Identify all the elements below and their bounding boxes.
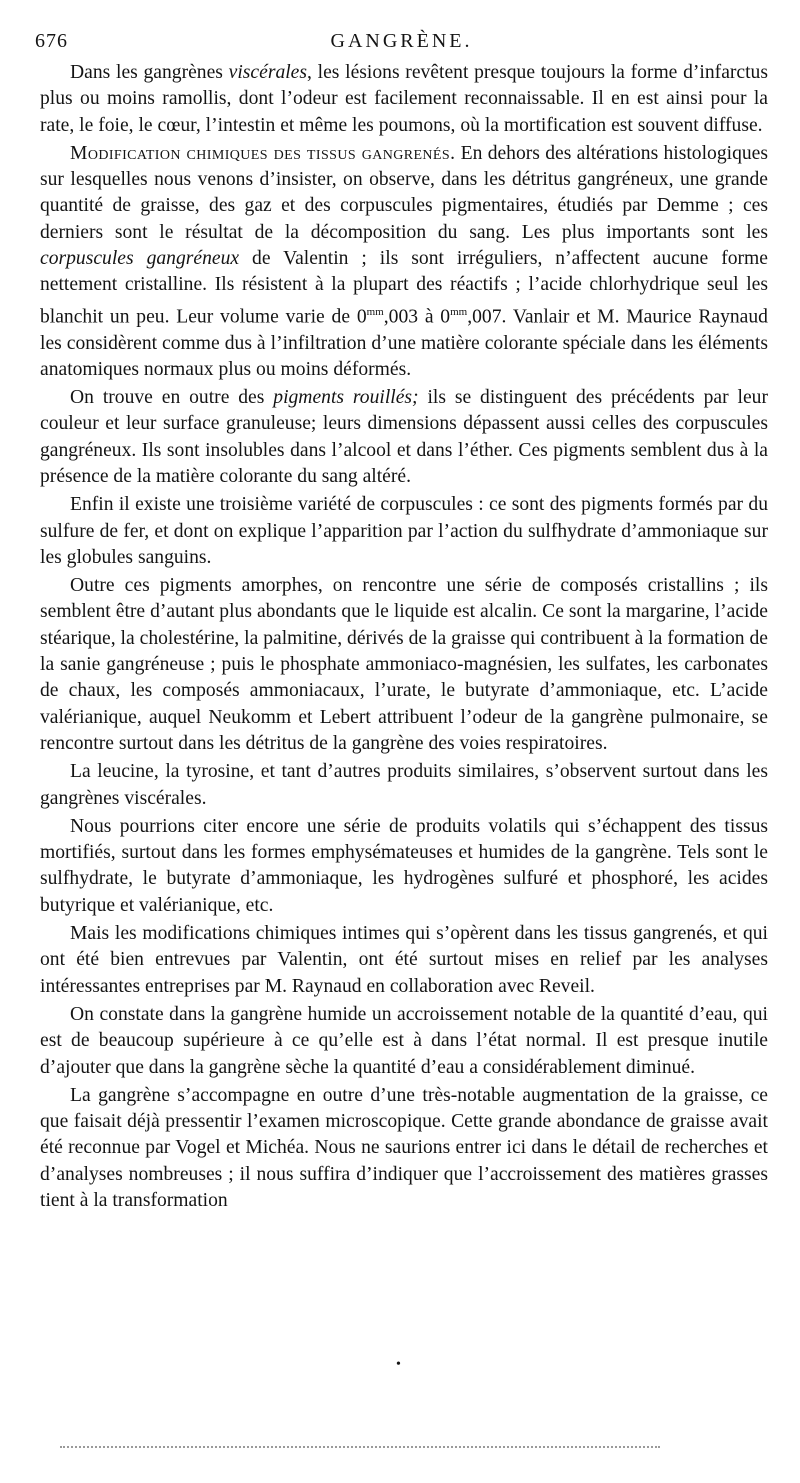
text-run: Nous pourrions citer encore une série de produits volatils qui s’échappent des tissus mortifiés, surtout dans les formes emphysémateuses et humides de la gangrène. Tels sont le sulfhydrate, le butyrate d’ammoniaque, les hydrogènes sulfuré et phosphoré, les acides butyrique et valérianique, etc. [40, 815, 768, 916]
body-text [40, 60, 768, 1216]
text-run: En dehors des altérations histologiques sur lesquelles nous venons d’insister, on observe, dans les détritus gangréneux, une grande quantité de graisse, des gaz et des corpuscules pigmentaires, étudiés par Demme ; ces derniers sont le résultat de la décomposition du sang. Les plus importants sont les [40, 142, 768, 243]
bottom-dotted-rule [60, 1446, 660, 1448]
text-run: , les lésions revêtent presque toujours la forme d’infarctus plus ou moins ramollis, dont l’odeur est facilement reconnaissable. Il en est ainsi pour la rate, le foie, le cœur, l’intestin et même les poumons, où la mortification est souvent diffuse. [40, 62, 768, 136]
italic-term: viscérales [228, 62, 308, 83]
paragraph [40, 921, 768, 1000]
italic-term: corpuscules gangréneux [40, 248, 240, 270]
text-run: ils se distinguent des précédents par leur couleur et leur surface granuleuse; leurs dimensions dépassent aussi celles des corpuscules gangréneux. Ils sont insolubles dans l’alcool et dans l’éther. Ces pigments semblent dus à la présence de la matière colorante du sang altéré. [40, 387, 768, 487]
text-run: Outre ces pigments amorphes, on rencontre une série de composés cristallins ; ils semblent être d’autant plus abondants que le liquide est alcalin. Ce sont la margarine, l’acide stéarique, la cholestérine, la palmitine, dérivés de la graisse qui contribuent à la formation de la sanie gangréneuse ; puis le phosphate ammoniaco-magnésien, les sulfates, les carbonates de chaux, les composés ammoniacaux, l’urate, le butyrate d’ammoniaque, etc. L’acide valérianique, auquel Neukomm et Lebert attribuent l’odeur de la gangrène pulmonaire, se rencontre surtout dans les détritus de la gangrène des voies respiratoires. [40, 575, 768, 754]
text-run: Enfin il existe une troisième variété de corpuscules : ce sont des pigments formés par du sulfure de fer, et dont on explique l’apparition par l’action du sulfhydrate d’ammoniaque sur les globules sanguins. [40, 494, 768, 568]
unit-superscript: mm [366, 305, 384, 318]
running-title: GANGRÈNE. [330, 30, 473, 52]
paragraph [40, 385, 768, 490]
paragraph [40, 759, 768, 812]
text-run: Dans les gangrènes [70, 62, 229, 83]
text-run: On trouve en outre des [70, 387, 274, 409]
paragraph [40, 60, 768, 139]
paragraph [40, 814, 768, 919]
text-run: ,003 à 0 [383, 306, 451, 328]
paragraph [40, 1002, 768, 1081]
italic-term: pigments rouillés; [273, 387, 419, 409]
page-number: 676 [35, 30, 68, 52]
text-run: La gangrène s’accompagne en outre d’une très-notable augmentation de la graisse, ce que faisait déjà pressentir l’examen microscopique. Cette grande abondance de graisse avait été reconnue par Vogel et Michéa. Nous ne saurions entrer ici dans le détail de recherches et d’analyses nombreuses ; il nous suffira d’indiquer que l’accroissement des matières grasses tient à la transformation [40, 1084, 768, 1211]
text-run: Mais les modifications chimiques intimes qui s’opèrent dans les tissus gangrenés, et qui ont été bien entrevues par Valentin, ont été surtout mises en relief par les analyses intéressantes entreprises par M. Raynaud en collaboration avec Reveil. [40, 923, 768, 997]
paragraph [40, 141, 768, 383]
text-run: La leucine, la tyrosine, et tant d’autres produits similaires, s’observent surtout dans les gangrènes viscérales. [40, 761, 768, 809]
text-run: On constate dans la gangrène humide un accroissement notable de la quantité d’eau, qui est de beaucoup supérieure à ce qu’elle est à dans l’état normal. Il est presque inutile d’ajouter que dans la gangrène sèche la quantité d’eau a considérablement diminué. [40, 1003, 768, 1078]
text-run: ,007. Vanlair et M. Maurice Raynaud les considèrent comme dus à l’infiltration d’une matière colorante spéciale dans les éléments anatomiques normaux plus ou moins déformés. [40, 306, 768, 380]
page-header [35, 30, 768, 56]
unit-superscript: mm [450, 305, 468, 318]
page-speck: • [396, 1357, 401, 1372]
text-run: de Valentin ; ils sont irréguliers, n’affectent aucune forme nettement cristalline. Ils résistent à la plupart des réactifs ; l’acide chlorhydrique seul les blanchit un peu. Leur volume varie de 0 [40, 248, 768, 328]
section-heading: Modification chimiques des tissus gangrenés. [70, 142, 456, 164]
paragraph [40, 1083, 768, 1214]
paragraph [40, 573, 768, 757]
paragraph [40, 492, 768, 571]
